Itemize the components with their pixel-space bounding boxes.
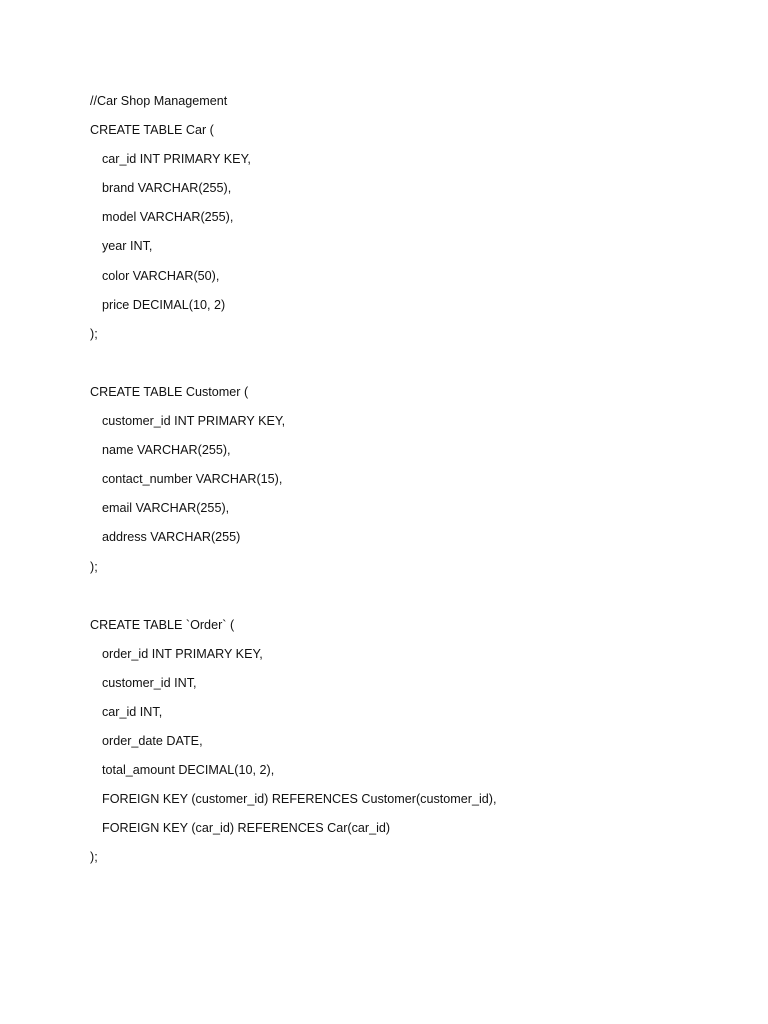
table-close-line: ); bbox=[90, 850, 98, 865]
column-definition: brand VARCHAR(255), bbox=[102, 181, 232, 196]
foreign-key-definition: FOREIGN KEY (customer_id) REFERENCES Customer(customer_id), bbox=[102, 792, 497, 807]
column-definition: customer_id INT PRIMARY KEY, bbox=[102, 414, 286, 429]
column-definition: model VARCHAR(255), bbox=[102, 210, 234, 225]
column-definition: name VARCHAR(255), bbox=[102, 443, 231, 458]
create-table-line: CREATE TABLE Customer ( bbox=[90, 384, 249, 399]
column-definition: year INT, bbox=[102, 239, 153, 254]
table-close-line: ); bbox=[90, 326, 98, 341]
column-definition: customer_id INT, bbox=[102, 675, 197, 690]
column-definition: contact_number VARCHAR(15), bbox=[102, 472, 283, 487]
foreign-key-definition: FOREIGN KEY (car_id) REFERENCES Car(car_id) bbox=[102, 821, 391, 836]
create-table-line: CREATE TABLE Car ( bbox=[90, 123, 214, 138]
column-definition: car_id INT, bbox=[102, 704, 163, 719]
table-block-order bbox=[90, 616, 730, 878]
table-block-car bbox=[90, 121, 730, 354]
column-definition: order_id INT PRIMARY KEY, bbox=[102, 646, 263, 661]
column-definition: price DECIMAL(10, 2) bbox=[102, 297, 226, 312]
column-definition: email VARCHAR(255), bbox=[102, 501, 230, 516]
column-definition: color VARCHAR(50), bbox=[102, 268, 220, 283]
table-block-customer bbox=[90, 383, 730, 587]
column-definition: total_amount DECIMAL(10, 2), bbox=[102, 763, 275, 778]
blank-line bbox=[90, 587, 730, 616]
column-definition: car_id INT PRIMARY KEY, bbox=[102, 152, 251, 167]
column-definition: address VARCHAR(255) bbox=[102, 530, 241, 545]
blank-line bbox=[90, 354, 730, 383]
document-comment: //Car Shop Management bbox=[90, 94, 228, 108]
table-close-line: ); bbox=[90, 559, 98, 574]
create-table-line: CREATE TABLE `Order` ( bbox=[90, 617, 235, 632]
column-definition: order_date DATE, bbox=[102, 734, 203, 749]
sql-document bbox=[90, 92, 730, 878]
